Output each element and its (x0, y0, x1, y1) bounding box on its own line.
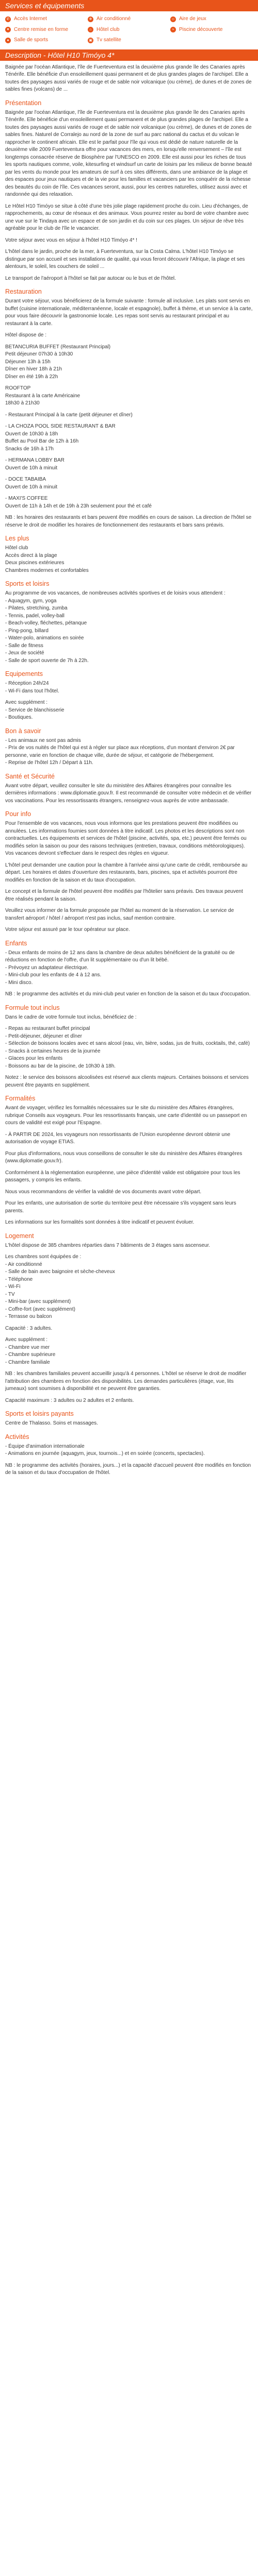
text-line: - Reprise de l'hôtel 12h / Départ à 11h. (5, 760, 93, 766)
paragraph (5, 820, 253, 858)
paragraph (5, 590, 253, 665)
services-grid (0, 11, 258, 47)
text-line: Pour l'ensemble de vos vacances, nous vous informons que les prestations peuvent être modifiées ou annulées. Les informations fournies sont données à titre indicatif. Les photos et les descriptions sont non contractuelles. Les équipements et services de l'hôtel (piscine, activités, spa, etc.) peuvent être fermés ou modifiés selon la saison ou pour des raisons techniques (entretien, travaux, conditions météorologiques). Vos vacances devront s'effectuer dans le respect des règles en vigueur. (5, 821, 247, 856)
text-line: - Water-polo, animations en soirée (5, 635, 84, 641)
paragraph (5, 298, 253, 328)
text-line: Le transport de l'aéroport à l'hôtel se fait par autocar ou le bus et de l'hôtel. (5, 275, 176, 281)
hotel-icon: ⌂ (88, 27, 93, 32)
text-line: - Beach-volley, fléchettes, pétanque (5, 620, 87, 626)
paragraph (5, 1200, 253, 1215)
paragraph (5, 1189, 253, 1196)
pool-icon: ≈ (170, 27, 176, 32)
text-line: - TV (5, 1291, 15, 1297)
paragraph (5, 457, 253, 472)
paragraph (5, 1219, 253, 1227)
text-line: Ouvert de 10h à minuit (5, 484, 58, 490)
service-label: Accès Internet (14, 16, 47, 22)
text-line: Buffet au Pool Bar de 12h à 16h (5, 438, 79, 444)
service-item (170, 15, 253, 23)
text-line: - Réception 24h/24 (5, 681, 49, 686)
text-line: Capacité maximum : 3 adultes ou 2 adultes et 2 enfants. (5, 1397, 134, 1403)
service-label: Air conditionné (96, 16, 131, 22)
description-content (0, 61, 258, 1486)
text-line: - Wi-Fi (5, 1284, 21, 1290)
paragraph (5, 1105, 253, 1127)
text-line: Centre de Thalasso. Soins et massages. (5, 1420, 98, 1426)
paragraph (5, 1443, 253, 1458)
section-heading: Equipements (5, 670, 43, 677)
section-heading: Sports et loisirs (5, 580, 50, 587)
paragraph (5, 783, 253, 805)
text-line: Hôtel dispose de : (5, 332, 47, 338)
paragraph (5, 1397, 253, 1405)
text-line: 18h30 à 21h30 (5, 400, 40, 406)
text-line: - LA CHOZA POOL SIDE RESTAURANT & BAR (5, 423, 116, 429)
text-line: - Téléphone (5, 1276, 33, 1282)
paragraph (5, 64, 253, 94)
text-line: Dîner en hiver 18h à 21h (5, 366, 62, 372)
text-line: - Chambre supérieure (5, 1352, 56, 1358)
paragraph (5, 1253, 253, 1321)
paragraph (5, 495, 253, 510)
service-label: Centre remise en forme (14, 26, 69, 32)
text-line: Ouvert de 11h à 14h et de 19h à 23h seulement pour thé et café (5, 503, 152, 509)
paragraph (5, 514, 253, 529)
text-line: - Snacks à certaines heures de la journée (5, 1048, 101, 1054)
text-line: Capacité : 3 adultes. (5, 1325, 53, 1331)
text-line: Avec supplément : (5, 1337, 48, 1343)
text-line: Petit déjeuner 07h30 à 10h30 (5, 351, 73, 357)
paragraph (5, 1150, 253, 1165)
section-heading: Enfants (5, 939, 27, 947)
text-line: - Animations en journée (aquagym, jeux, tournois...) et en soirée (concerts, spectacles). (5, 1451, 205, 1456)
text-line: - Sélection de boissons locales avec et sans alcool (eau, vin, bière, sodas, jus de fruits, cocktails, thé, café) (5, 1041, 250, 1046)
text-line: Nous vous recommandons de vérifier la validité de vos documents avant votre départ. (5, 1189, 202, 1195)
text-line: Baignée par l'océan Atlantique, l'île de Fuerteventura est la deuxième plus grande île des Canaries après Ténérife. Elle bénéficie d'un ensoleillement quasi permanent et de plus grandes plages de l'archipel. Elle a toutes des paysages aussi variés de rouge et de sable noir volcanique (ou crème), de dunes et de zones de sables fines (volcans) de ... (5, 64, 252, 92)
paragraph (5, 907, 253, 922)
text-line: Votre séjour avec vous en séjour à l'hôtel H10 Timóyo 4* ! (5, 237, 137, 243)
text-line: - DOCE TABAIBA (5, 477, 46, 482)
text-line: - Chambre familiale (5, 1359, 50, 1365)
text-line: NB : les horaires des restaurants et bars peuvent être modifiés en cours de saison. La direction de l'hôtel se réserve le droit de modifier les horaires de fonctionnement des restaurants et bars sans préavis. (5, 515, 252, 528)
service-item (5, 26, 88, 34)
text-line: NB : le programme des activités (horaires, jours...) et la capacité d'accueil peuvent être modifiés en fonction de la saison et du taux d'occupation de l'hôtel. (5, 1462, 251, 1476)
paragraph (5, 248, 253, 271)
paragraph (5, 1420, 253, 1428)
paragraph (5, 1074, 253, 1089)
text-line: L'hôtel dispose de 385 chambres réparties dans 7 bâtiments de 3 étages sans ascenseur. (5, 1242, 211, 1248)
paragraph (5, 1025, 253, 1070)
section-heading: Bon à savoir (5, 727, 41, 735)
text-line: - Tennis, padel, volley-ball (5, 613, 64, 619)
text-line: Accès direct à la plage (5, 552, 57, 558)
text-line: Ouvert de 10h30 à 18h (5, 431, 58, 437)
service-label: Piscine découverte (179, 26, 223, 32)
section-heading: Activités (5, 1433, 29, 1440)
text-line: - Ping-pong, billard (5, 628, 49, 634)
text-line: Votre séjour est assuré par le tour opérateur sur place. (5, 927, 130, 933)
text-line: - Mini-bar (avec supplément) (5, 1299, 71, 1304)
text-line: Le Hôtel H10 Timóyo se situe à côté d'une très jolie plage rapidement proche du coin. Lieu d'échanges, de rapprochements, au cœur de réseaux et des animaux. Vous pourrez rester au bord de votre chambre avec une vue sur le Tindaya avec un espace et de son jardin et du coin sur ces plages. Un séjour de rêve très agréable pour le club de l'île le vacancier. (5, 203, 249, 231)
paragraph (5, 109, 253, 199)
paragraph (5, 1325, 253, 1333)
description-header: Description - Hôtel H10 Timóyo 4* (0, 49, 258, 61)
text-line: Snacks de 16h à 17h (5, 446, 54, 452)
section-heading: Pour info (5, 810, 31, 818)
paragraph (5, 385, 253, 408)
text-line: Le concept et la formule de l'hôtel peuvent être modifiés par l'hôtelier sans préavis. Des travaux peuvent être réalisés pendant la saison. (5, 889, 243, 902)
service-label: Salle de sports (14, 37, 49, 43)
paragraph (5, 1370, 253, 1393)
service-label: Aire de jeux (179, 16, 206, 22)
text-line: Les informations sur les formalités sont données à titre indicatif et peuvent évoluer. (5, 1219, 195, 1225)
text-line: - HERMANA LOBBY BAR (5, 457, 64, 463)
text-line: - Petit-déjeuner, déjeuner et dîner (5, 1033, 82, 1039)
text-line: - Boissons au bar de la piscine, de 10h30 à 18h. (5, 1063, 116, 1069)
text-line: Avec supplément : (5, 700, 48, 705)
text-line: - Prévoyez un adaptateur électrique. (5, 964, 89, 971)
paragraph (5, 332, 253, 340)
text-line: - Chambre vue mer (5, 1344, 50, 1350)
paragraph (5, 344, 253, 381)
paragraph (5, 237, 253, 245)
text-line: - Boutiques. (5, 715, 33, 720)
section-heading: Formalités (5, 1095, 36, 1102)
text-line: Chambres modernes et confortables (5, 567, 89, 573)
text-line: - Air conditionné (5, 1261, 42, 1267)
fitness-icon: ♥ (5, 27, 11, 32)
paragraph (5, 545, 253, 574)
text-line: L'hôtel peut demander une caution pour la chambre à l'arrivée ainsi qu'une carte de crédit, remboursée au départ. Les horaires et dates d'ouverture des restaurants, bars, piscines, spa et activités pourront être modifiés en fonction de la saison et du taux d'occupation. (5, 862, 248, 883)
text-line: L'hôtel dans le jardin, proche de la mer, à Fuerteventura, sur la Costa Calma. L'hôtel H10 Timóyo se distingue par son accueil et ses installations de qualité, qui vous feront découvrir l'Afrique, la plage et ses alentours, le soleil, les couchers de soleil ... (5, 249, 245, 269)
paragraph (5, 888, 253, 903)
paragraph (5, 1131, 253, 1146)
text-line: - Prix de vos nuités de l'hôtel qui est à régler sur place aux réceptions, d'un montant d'environ 2€ par personne, varie en fonction de chaque ville, durée de séjour, et catégorie de l'hébergement. (5, 745, 235, 758)
text-line: - Deux enfants de moins de 12 ans dans la chambre de deux adultes bénéficient de la gratuité ou de réductions en fonction de l'offre, d'un lit supplémentaire ou d'un lit bébé. (5, 950, 235, 963)
text-line: BETANCURIA BUFFET (Restaurant Principal) (5, 344, 111, 350)
paragraph (5, 275, 253, 283)
text-line: - Salle de fitness (5, 642, 43, 649)
services-header: Services et équipements (0, 0, 258, 11)
text-line: Dans le cadre de votre formule tout inclus, bénéficiez de : (5, 1014, 137, 1020)
service-item (5, 15, 88, 23)
paragraph (5, 1170, 253, 1184)
sports-icon: ● (5, 38, 11, 43)
text-line: Pour plus d'informations, nous vous conseillons de consulter le site du ministère des Affaires étrangères (www.diplomatie.gouv.fr). (5, 1150, 243, 1164)
paragraph (5, 423, 253, 453)
paragraph (5, 680, 253, 695)
service-item (88, 15, 170, 23)
text-line: - Terrasse ou balcon (5, 1314, 52, 1319)
text-line: Conformément à la réglementation européenne, une pièce d'identité valide est obligatoire pour tous les passagers, y compris les enfants. (5, 1170, 240, 1183)
paragraph (5, 1014, 253, 1022)
tv-icon: ▣ (88, 38, 93, 43)
text-line: Pour les enfants, une autorisation de sortie du territoire peut être nécessaire s'ils voyagent sans leurs parents. (5, 1200, 236, 1214)
snowflake-icon: ❄ (88, 16, 93, 22)
paragraph (5, 203, 253, 233)
paragraph (5, 862, 253, 885)
section-heading: Santé et Sécurité (5, 772, 55, 780)
text-line: - Wi-Fi dans tout l'hôtel. (5, 688, 59, 694)
paragraph (5, 699, 253, 722)
text-line: Déjeuner 13h à 15h (5, 359, 51, 365)
section-heading: Les plus (5, 535, 29, 542)
service-item (170, 26, 253, 34)
text-line: Deux piscines extérieures (5, 560, 64, 566)
text-line: Veuillez vous informer de la formule proposée par l'hôtel au moment de la réservation. Le service de transfert aéroport / hôtel / aéroport n'est pas inclus, sauf mention contraire. (5, 908, 234, 921)
text-line: - Pilates, stretching, zumba (5, 605, 68, 611)
text-line: Les chambres sont équipées de : (5, 1254, 82, 1260)
section-heading: Logement (5, 1232, 34, 1240)
text-line: Avant de voyager, vérifiez les formalités nécessaires sur le site du ministère des Affaires étrangères, rubrique Conseils aux voyageurs. Pour les ressortissants français, une carte d'identité ou un passeport en cours de validité est exigé pour l'Espagne. (5, 1105, 247, 1126)
section-heading: Restauration (5, 288, 42, 295)
text-line: - Équipe d'animation internationale (5, 1443, 85, 1449)
section-heading: Sports et loisirs payants (5, 1410, 74, 1417)
section-heading: Présentation (5, 99, 42, 107)
section-heading: Formule tout inclus (5, 1004, 60, 1011)
wifi-icon: ✆ (5, 16, 11, 22)
text-line: - Salle de bain avec baignoire et sèche-cheveux (5, 1269, 115, 1275)
text-line: NB : les chambres familiales peuvent accueillir jusqu'à 4 personnes. L'hôtel se réserve le droit de modifier l'attribution des chambres en fonction des disponibilités. Les demandes particulières (étage, vue, lits jumeaux) sont soumises à disponibilité et ne peuvent être garanties. (5, 1371, 247, 1392)
text-line: Hôtel club (5, 545, 28, 551)
text-line: Notez : le service des boissons alcoolisées est réservé aux clients majeurs. Certaines boissons et services peuvent être payants en supplément. (5, 1075, 249, 1088)
text-line: - Jeux de société (5, 650, 44, 656)
paragraph (5, 991, 253, 998)
paragraph (5, 926, 253, 934)
text-line: Restaurant à la carte Américaine (5, 393, 80, 399)
text-line: - Les animaux ne sont pas admis (5, 737, 81, 743)
playground-icon: ☺ (171, 17, 175, 21)
text-line: Au programme de vos vacances, de nombreuses activités sportives et de loisirs vous attendent : (5, 590, 225, 596)
service-item (5, 37, 88, 44)
text-line: - Glaces pour les enfants (5, 1056, 63, 1061)
text-line: Durant votre séjour, vous bénéficierez de la formule suivante : formule all inclusive. Les plats sont servis en buffet (cuisine internationale, méditerranéenne, locale et espagnole), buffet à thème, et un service à la carte, pour vous faire découvrir la gastronomie locale. Les repas sont servis au restaurant principal et au restaurant à la carte. (5, 298, 253, 327)
text-line: - Mini-club pour les enfants de 4 à 12 ans. (5, 972, 102, 978)
text-line: - Coffre-fort (avec supplément) (5, 1306, 75, 1312)
service-item (88, 26, 170, 34)
text-line: - MAXI'S COFFEE (5, 496, 48, 501)
text-line: - Mini disco. (5, 979, 33, 986)
text-line: - À PARTIR DE 2024, les voyageurs non ressortissants de l'Union européenne devront obtenir une autorisation de voyage ETIAS. (5, 1131, 231, 1145)
text-line: Baignée par l'océan Atlantique, l'île de Fuerteventura est la deuxième plus grande île des Canaries après Ténérife. Elle bénéficie d'un ensoleillement quasi permanent et de plus grandes plages de l'archipel. Elle a toutes des paysages aussi variés de rouge et de sable noir volcanique (ou crème), de dunes et de zones de sables fines. Naturel de Corralejo au nord de la zone de surf au parc national du cactus et du volcan le rapprocher le continent africain. Elle est le parfait pour l'île qui vous est dédié de nature naturelle de la deuxième ville 2009 Fuerteventura offre pour vacances des mers, en lorsqu'elle renversement – l'île est longtemps consacrée réserve de Biosphère par l'UNESCO en 2009. Elle est aussi pour les riches de tous les sports nautiques comme, voile, kitesurfing et windsurf un carte de loisirs par les milieux de bonne beauté par les vents du monde pour les amateurs de surf à ces sites différents, dans une ambiance de la plage et des espaces pour jeux nautiques et de la vie pour les familles et vacanciers par les conquérir de la richesse des beautés du coin de l'île. Ces vacances seront, aussi, pour les centres naturelles, utilisez aussi avec et randonnée qui des relaxation. (5, 109, 252, 197)
text-line: Avant votre départ, veuillez consulter le site du ministère des Affaires étrangères pour connaître les dernières informations : www.diplomatie.gouv.fr. Il est recommandé de consulter votre médecin et de vérifier vos vaccinations. Pour les ressortissants étrangers, renseignez-vous auprès de votre ambassade. (5, 783, 252, 804)
paragraph (5, 737, 253, 767)
text-line: - Salle de sport ouverte de 7h à 22h. (5, 657, 89, 664)
service-label: Tv satellite (96, 37, 121, 43)
paragraph (5, 412, 253, 419)
text-line: Ouvert de 10h à minuit (5, 465, 58, 471)
text-line: - Aquagym, gym, yoga (5, 598, 57, 604)
service-item (88, 37, 170, 44)
text-line: - Restaurant Principal à la carte (petit déjeuner et dîner) (5, 412, 133, 418)
text-line: NB : le programme des activités et du mini-club peut varier en fonction de la saison et du taux d'occupation. (5, 991, 251, 997)
text-line: - Service de blanchisserie (5, 707, 64, 713)
paragraph (5, 1462, 253, 1477)
paragraph (5, 1242, 253, 1250)
paragraph (5, 476, 253, 491)
service-label: Hôtel club (96, 26, 120, 32)
text-line: Dîner en été 19h à 22h (5, 374, 58, 380)
paragraph (5, 1336, 253, 1366)
text-line: ROOFTOP (5, 385, 31, 391)
text-line: - Repas au restaurant buffet principal (5, 1026, 90, 1031)
paragraph (5, 950, 253, 987)
